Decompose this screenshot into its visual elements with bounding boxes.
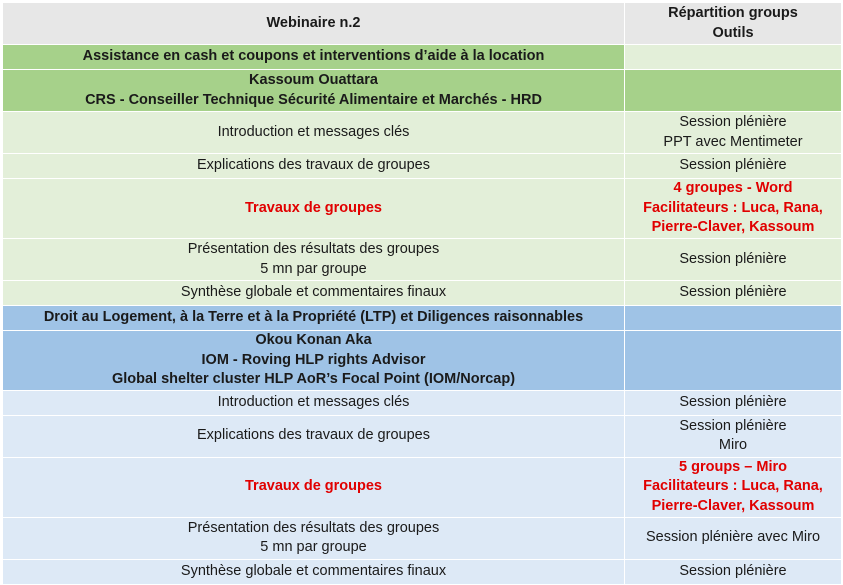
table-row [3, 415, 842, 457]
table-row [3, 559, 842, 584]
table-row [3, 281, 842, 306]
section2-title: Droit au Logement, à la Terre et à la Propriété (LTP) et Diligences raisonnables [3, 306, 625, 331]
table-row [3, 390, 842, 415]
tool-cell: Session plénière avec Miro [625, 517, 842, 559]
agenda-table [2, 2, 842, 585]
tool-cell: Session plénière [625, 390, 842, 415]
section1-presenter-row [3, 70, 842, 112]
tool-cell: Session plénière [625, 281, 842, 306]
section1-presenter-tool-cell [625, 70, 842, 112]
activity-cell: Introduction et messages clés [3, 390, 625, 415]
table-row [3, 457, 842, 517]
tool-cell-highlight: 4 groupes - Word Facilitateurs : Luca, Rana, Pierre-Claver, Kassoum [625, 179, 842, 239]
presenter-name: Kassoum Ouattara [249, 72, 378, 88]
section1-title-tool-cell [625, 45, 842, 70]
tool-cell: Session plénière PPT avec Mentimeter [625, 112, 842, 154]
header-webinar-title: Webinaire n.2 [3, 3, 625, 45]
tool-cell: Session plénière [625, 154, 842, 179]
presenter-role: CRS - Conseiller Technique Sécurité Alimentaire et Marchés - HRD [85, 91, 542, 108]
table-row [3, 112, 842, 154]
section1-title-row [3, 45, 842, 70]
table-row [3, 179, 842, 239]
header-tools: Répartition groups Outils [625, 3, 842, 45]
section1-presenter [3, 70, 625, 112]
presenter-role: IOM - Roving HLP rights Advisor [201, 351, 426, 368]
section2-presenter-row [3, 331, 842, 391]
section2-title-tool-cell [625, 306, 842, 331]
section1-title: Assistance en cash et coupons et interventions d’aide à la location [3, 45, 625, 70]
tool-cell: Session plénière [625, 239, 842, 281]
section2-title-row [3, 306, 842, 331]
tool-cell: Session plénière [625, 559, 842, 584]
activity-cell-highlight: Travaux de groupes [3, 457, 625, 517]
presenter-name: Okou Konan Aka [255, 332, 372, 348]
tool-cell: Session plénière Miro [625, 415, 842, 457]
activity-cell: Synthèse globale et commentaires finaux [3, 281, 625, 306]
activity-cell: Explications des travaux de groupes [3, 154, 625, 179]
section2-presenter-tool-cell [625, 331, 842, 391]
table-row [3, 154, 842, 179]
table-row [3, 239, 842, 281]
activity-cell: Explications des travaux de groupes [3, 415, 625, 457]
activity-cell: Introduction et messages clés [3, 112, 625, 154]
activity-cell: Synthèse globale et commentaires finaux [3, 559, 625, 584]
section2-presenter [3, 331, 625, 391]
activity-cell-highlight: Travaux de groupes [3, 179, 625, 239]
table-header-row [3, 3, 842, 45]
tool-cell-highlight: 5 groups – Miro Facilitateurs : Luca, Rana, Pierre-Claver, Kassoum [625, 457, 842, 517]
presenter-role: Global shelter cluster HLP AoR’s Focal Point (IOM/Norcap) [111, 371, 516, 387]
table-row [3, 517, 842, 559]
activity-cell: Présentation des résultats des groupes 5 mn par groupe [3, 517, 625, 559]
activity-cell: Présentation des résultats des groupes 5 mn par groupe [3, 239, 625, 281]
